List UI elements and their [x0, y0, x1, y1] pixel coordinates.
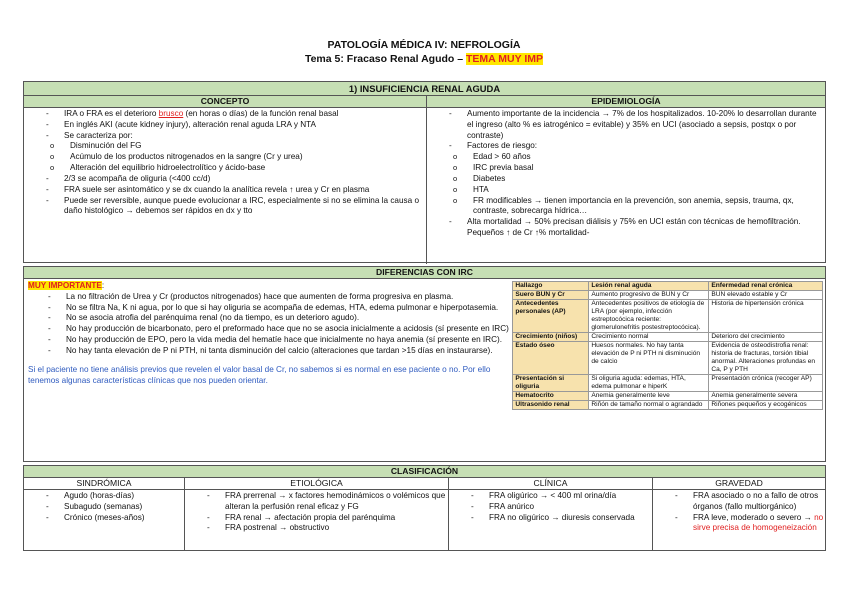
concepto-heading: CONCEPTO [24, 96, 426, 108]
section-ira [23, 81, 826, 263]
etiologica-item: - FRA prerrenal → x factores hemodinámicos o volémicos que alteran la perfusión renal eficaz y FG [185, 491, 448, 513]
table-header-row [513, 282, 823, 291]
gravedad-red-note: no sirve precisa de homogeneización [693, 512, 824, 533]
document-title: PATOLOGÍA MÉDICA IV: NEFROLOGÍA [327, 39, 521, 51]
riesgo-subitem: o HTA [427, 185, 825, 196]
etiologica-heading: ETIOLÓGICA [185, 478, 448, 490]
document-subtitle [0, 52, 848, 66]
diferencia-item: - No hay tanta elevación de P ni PTH, ni tanta disminución del calcio (alteraciones que tardan >15 días en instaurarse). [26, 346, 510, 357]
clinica-item: - FRA oligúrico → < 400 ml orina/día [449, 491, 652, 502]
etiologica-column [184, 478, 448, 551]
lra-erc-comparison-table [512, 281, 823, 410]
concepto-item: - Se caracteriza por: o Disminución del FG o Acúmulo de los productos nitrogenados en la sangre (Cr y urea) o Alteración del equilibrio hidroelectrolítico y ácido-base [24, 131, 426, 174]
epidemiologia-column [426, 96, 825, 264]
diferencia-item: - La no filtración de Urea y Cr (productos nitrogenados) hace que aumenten de forma progresiva en plasma. [26, 292, 510, 303]
table-row: Crecimiento (niños) Crecimiento normal Deterioro del crecimiento [513, 333, 823, 342]
gravedad-column [652, 478, 825, 551]
table-row: Estado óseo Huesos normales. No hay tanta elevación de P ni PTH ni disminución de calcio Evidencia de osteodistrofia renal: historia de fracturas, torsión tibial anormal. Alteraciones profundas en Ca, P y PTH [513, 342, 823, 375]
subtitle-highlight: TEMA MUY IMP [466, 53, 544, 65]
table-row: Presentación si oliguria Si oliguria aguda: edemas, HTA, edema pulmonar e hiperK Presentación crónica (recoger AP) [513, 375, 823, 392]
clinica-heading: CLÍNICA [449, 478, 652, 490]
concepto-item: - 2/3 se acompaña de oliguria (<400 cc/d) [24, 174, 426, 185]
sindromica-item: - Agudo (horas-días) [24, 491, 184, 502]
concepto-subitem: o Alteración del equilibrio hidroelectrolítico y ácido-base [24, 163, 426, 174]
sindromica-item: - Crónico (meses-años) [24, 513, 184, 524]
riesgo-subitem: o Edad > 60 años [427, 152, 825, 163]
epidemiologia-item: - Factores de riesgo: o Edad > 60 años o IRC previa basal o Diabetes o HTA o FR modificables → tienen importancia en la prevención, son anemia, sepsis, trauma, qx, contraste, sobrecarga hídrica… [427, 141, 825, 217]
diferencias-title: DIFERENCIAS CON IRC [24, 267, 825, 279]
concepto-item: - FRA suele ser asintomático y se dx cuando la analítica revela ↑ urea y Cr en plasma [24, 185, 426, 196]
sindromica-heading: SINDRÓMICA [24, 478, 184, 490]
etiologica-item: - FRA renal → afectación propia del parénquima [185, 513, 448, 524]
muy-importante-label: MUY IMPORTANTE [28, 281, 102, 290]
table-header: Enfermedad renal crónica [709, 282, 823, 291]
gravedad-heading: GRAVEDAD [653, 478, 825, 490]
gravedad-item: - FRA asociado o no a fallo de otros órganos (fallo multiorgánico) [653, 491, 825, 513]
clasificacion-title: CLASIFICACIÓN [24, 466, 825, 478]
epidemiologia-item: - Alta mortalidad → 50% precisan diálisis y 75% en UCI están con técnicas de hemofiltración. Pequeños ↑ de Cr ↑% mortalidad- [427, 217, 825, 239]
sindromica-column [24, 478, 184, 551]
table-row: Ultrasonido renal Riñón de tamaño normal o agrandado Riñones pequeños y ecogénicos [513, 401, 823, 410]
concepto-subitem: o Acúmulo de los productos nitrogenados en la sangre (Cr y urea) [24, 152, 426, 163]
section-diferencias [23, 266, 826, 462]
concepto-column [24, 96, 426, 264]
section-clasificacion [23, 465, 826, 551]
section-ira-title: 1) INSUFICIENCIA RENAL AGUDA [24, 82, 825, 96]
basal-cr-note: Si el paciente no tiene análisis previos que revelen el valor basal de Cr, no sabemos si es normal en ese paciente o no. Por ello tenemos algunas características clínicas que nos pueden orientar. [28, 364, 491, 385]
table-row: Suero BUN y Cr Aumento progresivo de BUN y Cr BUN elevado estable y Cr [513, 291, 823, 300]
table-header: Lesión renal aguda [589, 282, 709, 291]
diferencia-item: - No se filtra Na, K ni agua, por lo que si hay oliguria se acompaña de edemas, HTA, edema pulmonar e hiperpotasemia. [26, 303, 510, 314]
riesgo-subitem: o FR modificables → tienen importancia en la prevención, son anemia, sepsis, trauma, qx, contraste, sobrecarga hídrica… [427, 196, 825, 218]
concepto-item: - En inglés AKI (acute kidney injury), alteración renal aguda LRA y NTA [24, 120, 426, 131]
riesgo-subitem: o Diabetes [427, 174, 825, 185]
sindromica-item: - Subagudo (semanas) [24, 502, 184, 513]
diferencia-item: - No hay producción de bicarbonato, pero el preformado hace que no se asocia inicialmente a acidosis (sí presente en IRC) [26, 324, 510, 335]
concepto-item: - IRA o FRA es el deterioro brusco (en horas o días) de la función renal basal [24, 109, 426, 120]
clinica-item: - FRA anúrico [449, 502, 652, 513]
concepto-item: - Puede ser reversible, aunque puede evolucionar a IRC, especialmente si no se elimina la causa o daño histológico → debemos ser rápidos en dx y tto [24, 196, 426, 218]
diferencia-item: - No se asocia atrofia del parénquima renal (no da tiempo, es un deterioro agudo). [26, 313, 510, 324]
clinica-item: - FRA no oligúrico → diuresis conservada [449, 513, 652, 524]
etiologica-item: - FRA postrenal → obstructivo [185, 523, 448, 534]
epidemiologia-heading: EPIDEMIOLOGÍA [427, 96, 825, 108]
diferencias-text: MUY IMPORTANTE: - La no filtración de Urea y Cr (productos nitrogenados) hace que aumenten de forma progresiva en plasma. - No se filtra Na, K ni agua, por lo que si hay oliguria se acompaña de edemas, HTA, edema pulmonar e hiperpotasemia. - No se asocia atrofia del parénquima renal (no da tiempo, es un deterioro agudo). - No hay producción de bicarbonato, pero el preformado hace que no se asocia inicialmente a acidosis (sí presente en IRC) - No hay producción de EPO, pero la vida media del hematíe hace que inicialmente no haya anemia (sí presente en IRC). - No hay tanta elevación de P ni PTH, ni tanta disminución del calcio (alteraciones que tardan >15 días en instaurarse). Si el paciente no tiene análisis previos que revelen el valor basal de Cr, no sabemos si es normal en ese paciente o no. Por ello tenemos algunas características clínicas que nos pueden orientar. [26, 281, 510, 410]
clinica-column [448, 478, 652, 551]
riesgo-subitem: o IRC previa basal [427, 163, 825, 174]
subtitle-prefix: Tema 5: Fracaso Renal Agudo – [304, 53, 464, 65]
document-title-block [0, 38, 848, 66]
brusco-highlight: brusco [158, 109, 184, 118]
table-row: Hematocrito Anemia generalmente leve Anemia generalmente severa [513, 392, 823, 401]
table-row: Antecedentes personales (AP) Antecedentes positivos de etiología de LRA (por ejemplo, infección estreptocócica reciente: glomerulonefritis postestreptocócica). Historia de hipertensión crónica [513, 300, 823, 333]
epidemiologia-item: - Aumento importante de la incidencia → 7% de los hospitalizados. 10-20% lo desarrollan durante el ingreso (alto % es iatrogénico = evitable) y 35% en UCI (asociado a sepsis, postqx o por contraste) [427, 109, 825, 141]
table-header: Hallazgo [513, 282, 589, 291]
diferencia-item: - No hay producción de EPO, pero la vida media del hematíe hace que inicialmente no haya anemia (sí presente en IRC). [26, 335, 510, 346]
gravedad-item: - FRA leve, moderado o severo → no sirve precisa de homogeneización [653, 513, 825, 535]
concepto-subitem: o Disminución del FG [24, 141, 426, 152]
